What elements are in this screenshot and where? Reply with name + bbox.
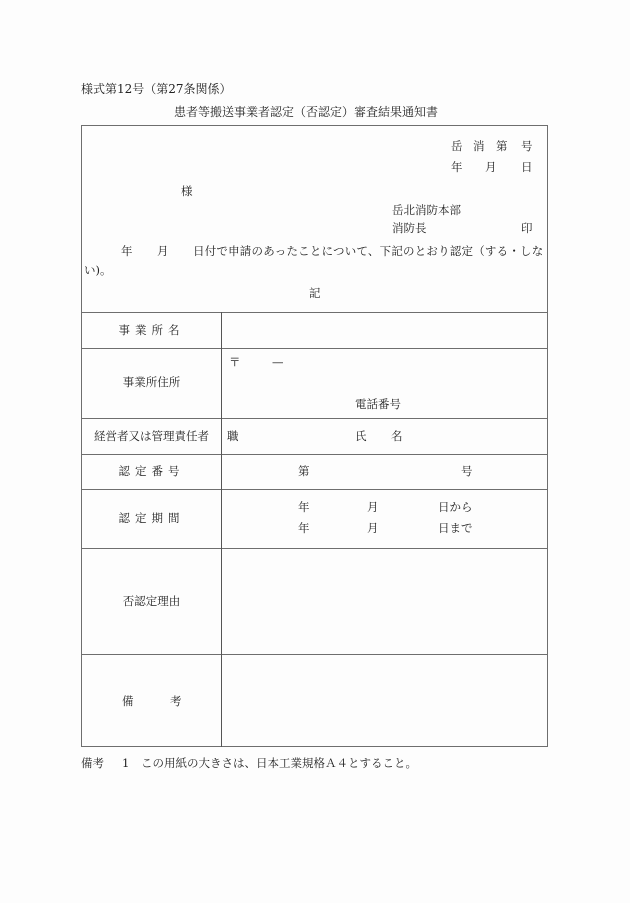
ki-heading: 記 (309, 286, 321, 300)
field-business-name[interactable] (223, 313, 547, 347)
label-remarks-1: 備 (122, 694, 134, 708)
label-remarks-2: 考 (170, 694, 182, 708)
field-cert-period[interactable] (223, 490, 547, 547)
column-divider (221, 312, 222, 747)
ref-part: 号 (521, 139, 533, 153)
seal-mark: 印 (521, 221, 533, 235)
body-text-line1: 日付で申請のあったことについて、下記のとおり認定（する・しな (193, 244, 544, 258)
from-year: 年 (298, 500, 310, 514)
body-month: 月 (157, 244, 169, 258)
to-day: 日まで (438, 521, 473, 535)
label-business-address: 事業所住所 (122, 375, 181, 389)
form-number: 様式第12号（第27条関係） (81, 82, 232, 96)
footnote-number: 1 (122, 756, 130, 770)
to-month: 月 (367, 521, 379, 535)
document-title: 患者等搬送事業者認定（否認定）審査結果通知書 (174, 105, 439, 119)
issuer-org: 岳北消防本部 (392, 203, 461, 217)
field-cert-number[interactable] (223, 455, 547, 488)
label-manager: 経営者又は管理責任者 (94, 429, 209, 443)
field-denial-reason[interactable] (223, 549, 547, 653)
postal-mark: 〒 (229, 355, 241, 369)
field-manager[interactable] (223, 419, 547, 453)
label-business-name: 事業所名 (118, 323, 185, 337)
from-month: 月 (367, 500, 379, 514)
phone-label: 電話番号 (355, 397, 401, 411)
cert-prefix: 第 (298, 464, 310, 478)
ref-part: 消 (473, 139, 485, 153)
from-day: 日から (438, 500, 473, 514)
name-label-2: 名 (391, 429, 403, 443)
ref-part: 岳 (451, 139, 463, 153)
label-cert-number: 認定番号 (118, 464, 185, 478)
field-business-address[interactable] (223, 349, 547, 417)
cert-suffix: 号 (461, 464, 473, 478)
issuer-title: 消防長 (392, 221, 427, 235)
date-day: 日 (521, 160, 533, 174)
to-year: 年 (298, 521, 310, 535)
ref-part: 第 (496, 139, 508, 153)
footnote-text: この用紙の大きさは、日本工業規格Ａ４とすること。 (141, 756, 417, 770)
field-remarks[interactable] (223, 655, 547, 746)
date-month: 月 (485, 160, 497, 174)
position-label: 職 (227, 429, 239, 443)
date-year: 年 (451, 160, 463, 174)
postal-dash: — (272, 355, 284, 369)
addressee-suffix: 様 (181, 184, 193, 198)
body-text-line2: い)。 (84, 263, 112, 277)
name-label-1: 氏 (355, 429, 367, 443)
label-cert-period: 認定期間 (118, 511, 185, 525)
footnote-label: 備考 (81, 756, 104, 770)
body-year: 年 (121, 244, 133, 258)
label-denial-reason: 否認定理由 (122, 594, 181, 608)
